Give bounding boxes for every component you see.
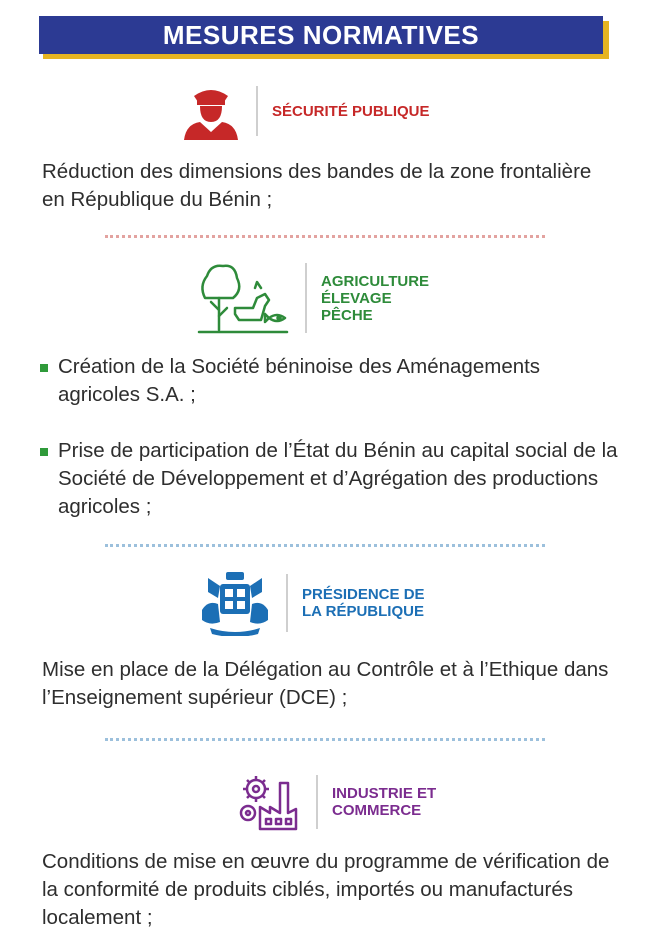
section-securite-header — [180, 82, 430, 140]
section-title-line: PÊCHE — [321, 306, 373, 324]
section-industrie-header — [238, 772, 436, 832]
section-divider-line — [316, 775, 318, 829]
list-item-text: Prise de participation de l’État du Bénin au capital social de la Société de Développement et d’Agrégation des productions agricoles ; — [58, 439, 618, 518]
dotted-divider — [105, 738, 545, 741]
section-text: Conditions de mise en œuvre du programme de vérification de la conformité de produits ciblés, importés ou manufacturés localement ; — [42, 850, 610, 929]
section-title-line: PRÉSIDENCE DE — [302, 586, 425, 603]
section-agriculture-header — [195, 258, 429, 338]
factory-gears-icon — [238, 773, 302, 831]
section-title-line: LA RÉPUBLIQUE — [302, 603, 424, 620]
section-title — [321, 273, 429, 324]
dotted-divider — [105, 544, 545, 547]
dotted-divider — [105, 235, 545, 238]
list-item-text: Création de la Société béninoise des Aménagements agricoles S.A. ; — [58, 355, 541, 406]
section-title — [302, 586, 425, 620]
section-title-line: INDUSTRIE ET — [332, 785, 437, 802]
section-text: Mise en place de la Délégation au Contrôle et à l’Ethique dans l’Enseignement supérieur (DCE) ; — [42, 658, 609, 709]
section-divider-line — [286, 574, 288, 632]
section-title-line: ÉLEVAGE — [321, 289, 392, 307]
header-banner — [39, 16, 605, 58]
police-officer-icon — [180, 82, 242, 140]
section-text: Réduction des dimensions des bandes de la zone frontalière en République du Bénin ; — [42, 160, 592, 211]
page-title: MESURES NORMATIVES — [39, 16, 603, 54]
section-title-line: AGRICULTURE — [321, 272, 430, 290]
section-title-line: COMMERCE — [332, 802, 422, 819]
list-item — [58, 437, 630, 521]
section-divider-line — [305, 263, 307, 333]
agriculture-livestock-fishing-icon — [195, 258, 291, 338]
bullet-square-icon — [40, 364, 48, 372]
bullet-square-icon — [40, 448, 48, 456]
coat-of-arms-icon — [198, 570, 272, 636]
section-title — [332, 785, 436, 819]
section-divider-line — [256, 86, 258, 136]
section-title: SÉCURITÉ PUBLIQUE — [272, 102, 430, 120]
list-item — [58, 353, 598, 409]
section-presidence-header — [198, 570, 425, 636]
